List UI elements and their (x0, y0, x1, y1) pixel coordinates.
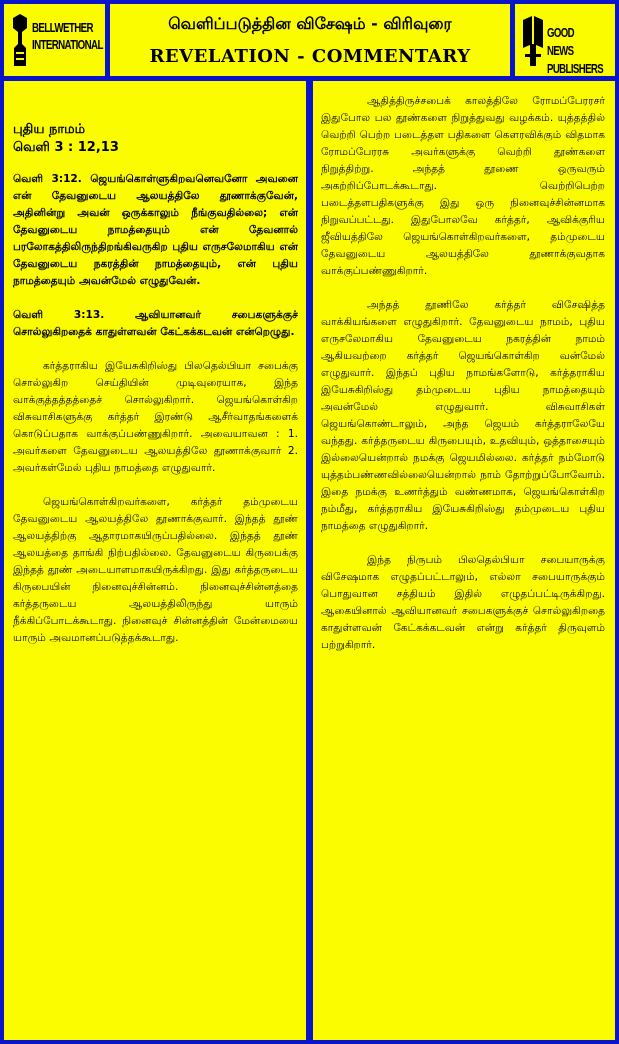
section-heading (13, 121, 298, 157)
bellwether-ram-icon (10, 14, 30, 66)
left-column (4, 81, 306, 1040)
good-news-logo (515, 4, 615, 76)
logo-right-line2: PUBLISHERS (547, 61, 604, 76)
page-header (110, 4, 510, 76)
commentary-paragraph: ஜெயங்கொள்கிறவர்களை, கர்த்தர் தம்முடைய தேவனுடைய ஆலயத்திலே தூணாக்குவார். இந்தத் தூண் ஆலயத்திற்கு ஆதாரமாகயிருப்பதில்லை. இந்தத் தூண் ஆலயத்தை தாங்கி நிற்பதில்லை. தேவனுடைய கிருபைக்கு இந்தத் தூண் அடையாளமாகயிருக்கிறது. இது கர்த்தருடைய கிருபையின் நினைவுச்சின்னம். நினைவுச்சின்னத்தை கர்த்தருடைய ஆலயத்திலிருந்து யாரும் நீக்கிப்போடக்கூடாது. நினைவுச் சின்னத்தின் மேன்மையை யாரும் அவமானப்படுத்தக்கூடாது. (13, 496, 298, 644)
verse-text: வெளி 3:12. ஜெயங்கொள்ளுகிறவனெவனோ அவனை என் தேவனுடைய ஆலயத்திலே தூணாக்குவேன், அதினின்று அவன் ஒருக்காலும் நீங்குவதில்லை; என் தேவனுடைய நாமத்தையும் என் தேவனால் பரலோகத்திலிருந்திறங்கிவருகிற புதிய எருசலேமாகிய என் தேவனுடைய நகரத்தின் நாமத்தையும், என் புதிய நாமத்தையும் அவன்மேல் எழுதுவேன். (13, 173, 298, 287)
heading-title: புதிய நாமம் (13, 122, 86, 137)
commentary-paragraph: இந்த நிருபம் பிலதெல்பியா சபையாருக்கு விசேஷமாக எழுதப்பட்டாலும், எல்லா சபையாருக்கும் பொதுவான சத்தியம் இதில் எழுதப்பட்டிருக்கிறது. ஆகையினால் ஆவியானவர் சபைகளுக்குச் சொல்லுகிறதை காதுள்ளவன் கேட்கக்கடவன் என்று கர்த்தர் திருவுளம் பற்றுகிறார். (321, 554, 605, 651)
heading-reference: வெளி 3 : 12,13 (13, 140, 119, 155)
bellwether-logo (4, 4, 105, 76)
logo-right-line1: GOOD NEWS (547, 25, 575, 58)
logo-left-line1: BELLWETHER (32, 21, 93, 35)
header-title-tamil: வெளிப்படுத்தின விசேஷம் - விரிவுரை (168, 14, 452, 33)
commentary-paragraph: கர்த்தராகிய இயேசுகிறிஸ்து பிலதெல்பியா சபைக்கு சொல்லுகிற செய்தியின் முடிவுரையாக, இந்த வாக்குத்தத்தத்தைச் சொல்லுகிறார். ஜெயங்கொள்கிற விசுவாசிகளுக்கு கர்த்தர் இரண்டு ஆசீர்வாதங்களைக் கொடுப்பதாக வாக்குப்பண்ணுகிறார். அவையாவன : 1. அவர்களை தேவனுடைய ஆலயத்திலே தூணாக்குவார் 2. அவர்கள்மேல் புதிய நாமத்தை எழுதுவார். (13, 360, 298, 474)
good-news-book-icon (521, 14, 545, 66)
verse-text: வெளி 3:13. ஆவியானவர் சபைகளுக்குச் சொல்லுகிறதைக் காதுள்ளவன் கேட்கக்கடவன் என்றெழுது. (13, 309, 298, 338)
logo-left-line2: INTERNATIONAL (32, 38, 103, 52)
header-title-english: REVELATION - COMMENTARY (149, 46, 471, 67)
right-column (313, 81, 615, 1040)
commentary-paragraph: அந்தத் தூணிலே கர்த்தர் விசேஷித்த வாக்கியங்களை எழுதுகிறார். தேவனுடைய நாமம், புதிய எருசலேமாகிய தேவனுடைய நகரத்தின் நாமம் ஆகியவற்றை கர்த்தர் ஜெயங்கொள்கிற வன்மேல் எழுதுவார். இந்தப் புதிய நாமங்களோடு, கர்த்தராகிய இயேசுகிறிஸ்து தம்முடைய புதிய நாமத்தையும் அவன்மேல் எழுதுவார். விசுவாசிகள் ஜெயங்கொண்டாலும், அந்த ஜெயம் கர்த்தராலேயே வந்தது. கர்த்தருடைய கிருபையும், உதவியும், ஒத்தாசையும் இல்லையென்றால் நமக்கு ஜெயமில்லை. கர்த்தர் நம்மோடு யுத்தம்பண்ணவில்லையென்றால் நாம் தோற்றுப்போவோம். இதை நமக்கு உணர்த்தும் வண்ணமாக, ஜெயங்கொள்கிற நம்மீது, கர்த்தராகிய இயேசுகிறிஸ்து தம்முடைய புதிய நாமத்தை எழுதுகிறார். (321, 299, 605, 532)
commentary-paragraph: ஆதித்திருச்சபைக் காலத்திலே ரோமப்பேரரசர் இதுபோல பல தூண்களை நிறுத்துவது வழக்கம். யுத்தத்தில் வெற்றி பெற்ற படைத்தள பதிகளை கௌரவிக்கும் விதமாக ரோமப்பேரரசு அவர்களுக்கு வெற்றி தூண்களை நிறுத்திற்று. அந்தத் தூணை ஒருவரும் அகற்றிப்போடக்கூடாது. வெற்றிபெற்ற படைத்தளபதிகளுக்கு இது ஒரு நினைவுச்சின்னமாக நிறுவப்பட்டது. இதுபோலவே கர்த்தர், ஆவிக்குரிய ஜீவியத்திலே ஜெயங்கொள்கிறவர்களை, தம்முடைய தேவனுடைய ஆலயத்திலே தூணாக்குவதாக வாக்குப்பண்ணுகிறார். (321, 95, 605, 277)
